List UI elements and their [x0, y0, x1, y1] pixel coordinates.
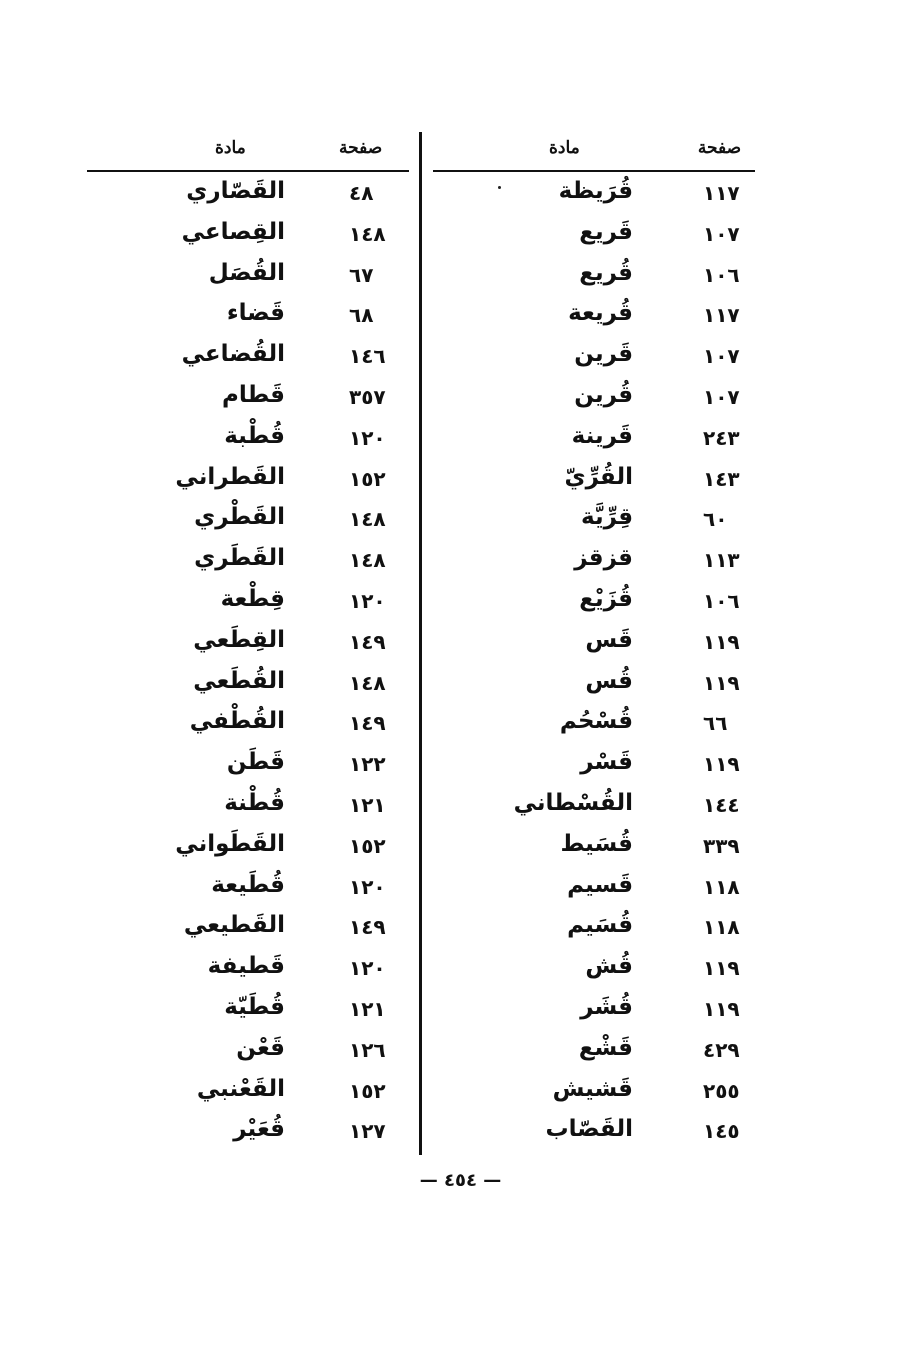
index-entry: [433, 458, 755, 499]
entry-page-number: ١٤٩: [349, 915, 386, 940]
entry-page-number: ١٤٤: [703, 792, 740, 817]
entry-word: قُسَيم: [567, 912, 633, 939]
index-entry: [433, 662, 755, 703]
index-entry: [433, 498, 755, 539]
entry-word: قُطْبة: [224, 422, 285, 449]
index-entry: [87, 335, 409, 376]
entry-page-number: ١٤٩: [349, 629, 386, 654]
entry-word: قُطْنة: [224, 789, 285, 816]
entry-page-number: ٦٨: [349, 303, 374, 328]
entry-page-number: ١١٨: [703, 915, 740, 940]
entry-word: القُصَل: [208, 259, 285, 286]
index-entry: [433, 580, 755, 621]
page-header: صفحة: [697, 138, 741, 158]
index-entry: [87, 784, 409, 825]
entry-page-number: ١٢٠: [349, 588, 386, 613]
index-entry: [433, 866, 755, 907]
entry-word: قَسْر: [580, 749, 633, 776]
entry-page-number: ٦٠: [703, 507, 728, 532]
ink-speck: [498, 186, 501, 189]
index-entry: [87, 825, 409, 866]
entry-word: قُس: [585, 667, 633, 694]
entry-word: القَطَواني: [175, 830, 285, 857]
entry-page-number: ١٥٢: [349, 833, 386, 858]
index-entry: [433, 539, 755, 580]
index-entry: [87, 947, 409, 988]
index-entry: [87, 1070, 409, 1111]
entry-page-number: ١٤٨: [349, 507, 386, 532]
entry-page-number: ١٤٦: [349, 344, 386, 369]
index-rows: [87, 172, 409, 1151]
index-entry: [87, 906, 409, 947]
entry-page-number: ٢٤٣: [703, 425, 740, 450]
entry-word: قُش: [585, 953, 633, 980]
entry-word: قَعْن: [236, 1034, 285, 1061]
index-entry: [433, 988, 755, 1029]
entry-word: قَرين: [574, 341, 633, 368]
entry-page-number: ٦٦: [703, 711, 728, 736]
entry-page-number: ٦٧: [349, 262, 374, 287]
entry-page-number: ١٥٢: [349, 466, 386, 491]
entry-page-number: ١١٩: [703, 629, 740, 654]
entry-word: قزقز: [574, 545, 633, 572]
entry-page-number: ١٤٣: [703, 466, 740, 491]
entry-page-number: ٣٥٧: [349, 384, 386, 409]
index-entry: [87, 702, 409, 743]
index-entry: [433, 621, 755, 662]
entry-word: قِطْعة: [220, 585, 285, 612]
index-entry: [87, 539, 409, 580]
entry-page-number: ١٥٢: [349, 1078, 386, 1103]
entry-word: قُسْحُم: [559, 708, 633, 735]
entry-page-number: ١١٩: [703, 670, 740, 695]
entry-page-number: ١١٩: [703, 956, 740, 981]
entry-page-number: ٢٥٥: [703, 1078, 740, 1103]
index-entry: [433, 294, 755, 335]
entry-page-number: ١٠٧: [703, 221, 740, 246]
index-entry: [433, 1029, 755, 1070]
entry-page-number: ٤٨: [349, 181, 374, 205]
entry-word: قَرينة: [571, 422, 633, 449]
entry-page-number: ١٠٦: [703, 262, 740, 287]
index-entry: [87, 1029, 409, 1070]
entry-word: قُعَيْر: [233, 1116, 285, 1143]
index-entry: [87, 254, 409, 295]
entry-page-number: ١٤٥: [703, 1119, 740, 1144]
page-number: — ٤٥٤ —: [419, 1170, 502, 1191]
entry-word: قُطَيّة: [224, 993, 285, 1020]
entry-word: القَطْري: [194, 504, 285, 531]
entry-word: القُسْطاني: [513, 789, 633, 816]
word-header: مادة: [549, 138, 580, 158]
entry-page-number: ١٢٠: [349, 425, 386, 450]
entry-page-number: ١٤٨: [349, 548, 386, 573]
index-column-left: [87, 130, 409, 1151]
index-entry: [433, 743, 755, 784]
entry-word: قَطَن: [226, 749, 285, 776]
entry-page-number: ١٢٧: [349, 1119, 386, 1144]
entry-page-number: ١١٧: [703, 181, 740, 205]
index-entry: [433, 172, 755, 213]
index-entry: [87, 662, 409, 703]
entry-word: القُرِّيّ: [564, 463, 633, 490]
entry-word: قَريع: [579, 218, 633, 245]
index-entry: [433, 376, 755, 417]
entry-word: القَطَري: [194, 545, 285, 572]
column-divider: [419, 132, 422, 1155]
index-entry: [433, 1070, 755, 1111]
entry-page-number: ١١٧: [703, 303, 740, 328]
entry-word: القُطْفي: [189, 708, 285, 735]
entry-word: قُرَيظة: [558, 178, 633, 204]
entry-page-number: ١٠٧: [703, 344, 740, 369]
index-entry: [433, 1110, 755, 1151]
index-entry: [87, 580, 409, 621]
entry-word: القَصّاري: [186, 178, 285, 204]
entry-word: قَشْع: [578, 1034, 633, 1061]
index-entry: [87, 498, 409, 539]
entry-word: قُرين: [574, 381, 633, 408]
index-entry: [433, 702, 755, 743]
entry-word: قِرِّيَّة: [581, 504, 633, 531]
entry-page-number: ١٠٧: [703, 384, 740, 409]
index-rows: [433, 172, 755, 1151]
entry-word: القُضاعي: [181, 341, 285, 368]
entry-page-number: ١١٩: [703, 752, 740, 777]
index-entry: [87, 376, 409, 417]
index-entry: [87, 172, 409, 213]
entry-word: القَطيعي: [183, 912, 285, 939]
page-header: صفحة: [339, 138, 383, 158]
index-entry: [87, 866, 409, 907]
index-entry: [433, 947, 755, 988]
entry-word: قُشَر: [580, 993, 633, 1020]
entry-word: قُسَيط: [560, 830, 633, 857]
index-entry: [433, 335, 755, 376]
index-entry: [433, 213, 755, 254]
entry-word: قَطام: [222, 381, 285, 408]
index-entry: [87, 417, 409, 458]
entry-word: قُريع: [579, 259, 633, 286]
entry-word: قَضاء: [226, 300, 285, 327]
entry-page-number: ١٢١: [349, 792, 386, 817]
entry-page-number: ١٢٢: [349, 752, 386, 777]
column-header: [433, 130, 755, 172]
entry-word: القَطراني: [175, 463, 285, 490]
index-entry: [433, 254, 755, 295]
entry-word: القَعْنبي: [196, 1075, 285, 1102]
entry-page-number: ١٢٠: [349, 874, 386, 899]
entry-word: القَصّاب: [545, 1116, 633, 1143]
entry-page-number: ٤٢٩: [703, 1037, 740, 1062]
index-entry: [433, 417, 755, 458]
index-entry: [87, 213, 409, 254]
index-entry: [87, 294, 409, 335]
entry-word: قُريعة: [568, 300, 633, 327]
index-entry: [87, 621, 409, 662]
entry-page-number: ١٢١: [349, 996, 386, 1021]
entry-page-number: ١٤٨: [349, 670, 386, 695]
index-column-right: [433, 130, 755, 1151]
column-header: [87, 130, 409, 172]
entry-word: قَطيفة: [207, 953, 285, 980]
entry-page-number: ١٤٨: [349, 221, 386, 246]
index-entry: [433, 784, 755, 825]
entry-page-number: ٣٣٩: [703, 833, 740, 858]
entry-word: القِطَعي: [193, 626, 285, 653]
entry-word: قَسيم: [567, 871, 633, 898]
word-header: مادة: [215, 138, 246, 158]
entry-page-number: ١٢٦: [349, 1037, 386, 1062]
entry-word: قَس: [585, 626, 633, 653]
index-entry: [87, 1110, 409, 1151]
entry-word: قُطَيعة: [211, 871, 285, 898]
entry-word: قُزَيْع: [579, 585, 633, 612]
index-entry: [87, 458, 409, 499]
entry-page-number: ١١٩: [703, 996, 740, 1021]
entry-word: قَشيش: [552, 1075, 633, 1102]
entry-page-number: ١٠٦: [703, 588, 740, 613]
index-entry: [433, 825, 755, 866]
entry-word: القُطَعي: [193, 667, 285, 694]
entry-page-number: ١١٣: [703, 548, 740, 573]
index-entry: [87, 988, 409, 1029]
index-entry: [433, 906, 755, 947]
index-entry: [87, 743, 409, 784]
entry-page-number: ١١٨: [703, 874, 740, 899]
entry-page-number: ١٤٩: [349, 711, 386, 736]
entry-page-number: ١٢٠: [349, 956, 386, 981]
entry-word: القِصاعي: [181, 218, 285, 245]
